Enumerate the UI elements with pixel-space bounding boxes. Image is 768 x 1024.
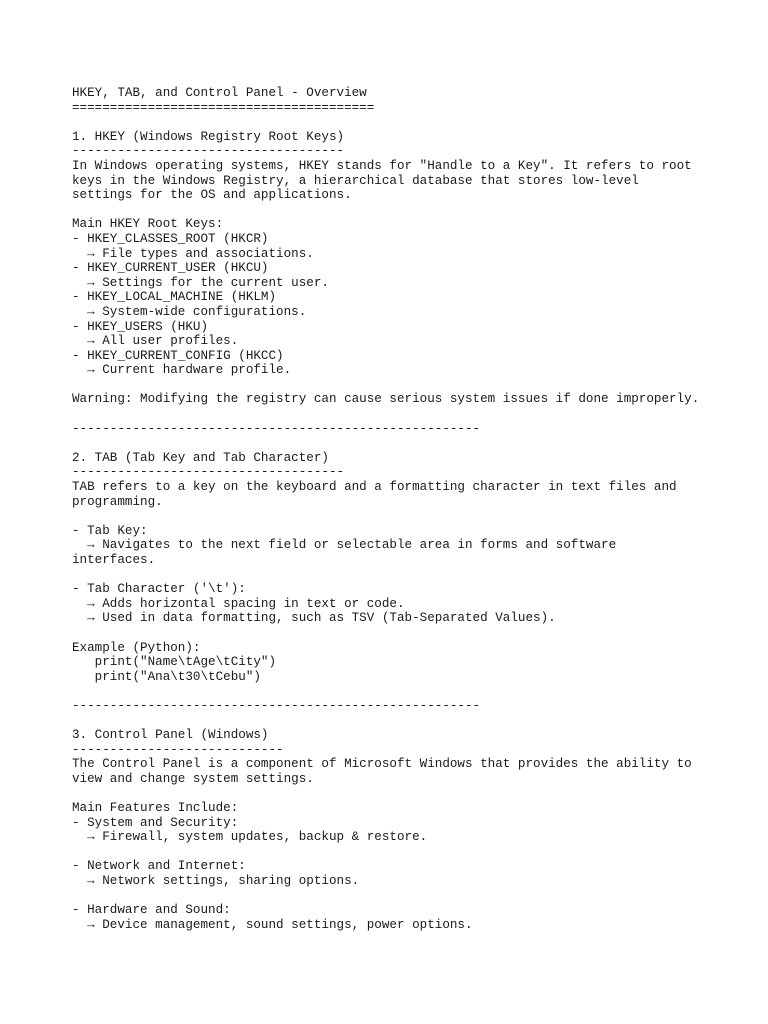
text-line: 2. TAB (Tab Key and Tab Character) (72, 450, 329, 465)
text-line: - Network and Internet: (72, 859, 246, 874)
text-line: → Navigates to the next field or selectable area in forms and software (72, 538, 617, 553)
text-line: - HKEY_CLASSES_ROOT (HKCR) (72, 231, 269, 246)
text-line: ------------------------------------------------------ (72, 698, 481, 713)
text-line: The Control Panel is a component of Microsoft Windows that provides the ability to (72, 757, 692, 772)
text-line: ---------------------------- (72, 742, 284, 757)
text-line: 3. Control Panel (Windows) (72, 728, 269, 743)
text-line: - Tab Key: (72, 523, 148, 538)
text-line (72, 684, 732, 699)
text-line (72, 203, 732, 218)
text-line: Warning: Modifying the registry can cause serious system issues if done improperly. (72, 392, 700, 407)
text-line (72, 889, 732, 904)
text-line: print("Ana\t30\tCebu") (72, 669, 261, 684)
text-line (72, 845, 732, 860)
text-line: view and change system settings. (72, 771, 314, 786)
text-line: TAB refers to a key on the keyboard and a formatting character in text files and (72, 480, 677, 495)
text-line: In Windows operating systems, HKEY stands for "Handle to a Key". It refers to root (72, 158, 692, 173)
text-line (72, 509, 732, 524)
text-line: → Network settings, sharing options. (72, 874, 360, 889)
text-line (72, 407, 732, 422)
text-line: - HKEY_LOCAL_MACHINE (HKLM) (72, 290, 277, 305)
text-line: 1. HKEY (Windows Registry Root Keys) (72, 129, 345, 144)
text-line: - Tab Character ('\t'): (72, 582, 246, 597)
text-line: → File types and associations. (72, 246, 314, 261)
text-line (72, 626, 732, 641)
text-line: → Device management, sound settings, power options. (72, 917, 473, 932)
text-line: HKEY, TAB, and Control Panel - Overview (72, 86, 367, 100)
text-line: → Current hardware profile. (72, 363, 292, 378)
text-line: → All user profiles. (72, 334, 239, 349)
text-line: ------------------------------------ (72, 465, 345, 480)
text-line: - System and Security: (72, 815, 239, 830)
text-line: keys in the Windows Registry, a hierarchical database that stores low-level (72, 173, 639, 188)
text-line (72, 378, 732, 393)
text-line: programming. (72, 494, 163, 509)
text-line (72, 436, 732, 451)
text-line: → Firewall, system updates, backup & restore. (72, 830, 428, 845)
text-line: - Hardware and Sound: (72, 903, 231, 918)
text-line: → Settings for the current user. (72, 275, 329, 290)
text-line (72, 115, 732, 130)
text-line: settings for the OS and applications. (72, 188, 352, 203)
text-line: → Adds horizontal spacing in text or code. (72, 596, 405, 611)
text-line: ------------------------------------ (72, 144, 345, 159)
text-line: → System-wide configurations. (72, 304, 307, 319)
text-line: Example (Python): (72, 640, 201, 655)
text-line: ======================================== (72, 100, 375, 115)
document-page (72, 86, 732, 932)
text-line (72, 714, 732, 729)
text-line: print("Name\tAge\tCity") (72, 655, 277, 670)
text-line: interfaces. (72, 553, 156, 567)
text-line: Main Features Include: (72, 801, 239, 816)
text-line: - HKEY_CURRENT_CONFIG (HKCC) (72, 348, 284, 363)
text-line: Main HKEY Root Keys: (72, 217, 224, 232)
text-line: - HKEY_USERS (HKU) (72, 319, 209, 334)
text-line: ------------------------------------------------------ (72, 421, 481, 436)
text-line (72, 787, 732, 802)
text-line: → Used in data formatting, such as TSV (Tab-Separated Values). (72, 611, 556, 626)
text-line: - HKEY_CURRENT_USER (HKCU) (72, 261, 269, 276)
text-line (72, 568, 732, 583)
